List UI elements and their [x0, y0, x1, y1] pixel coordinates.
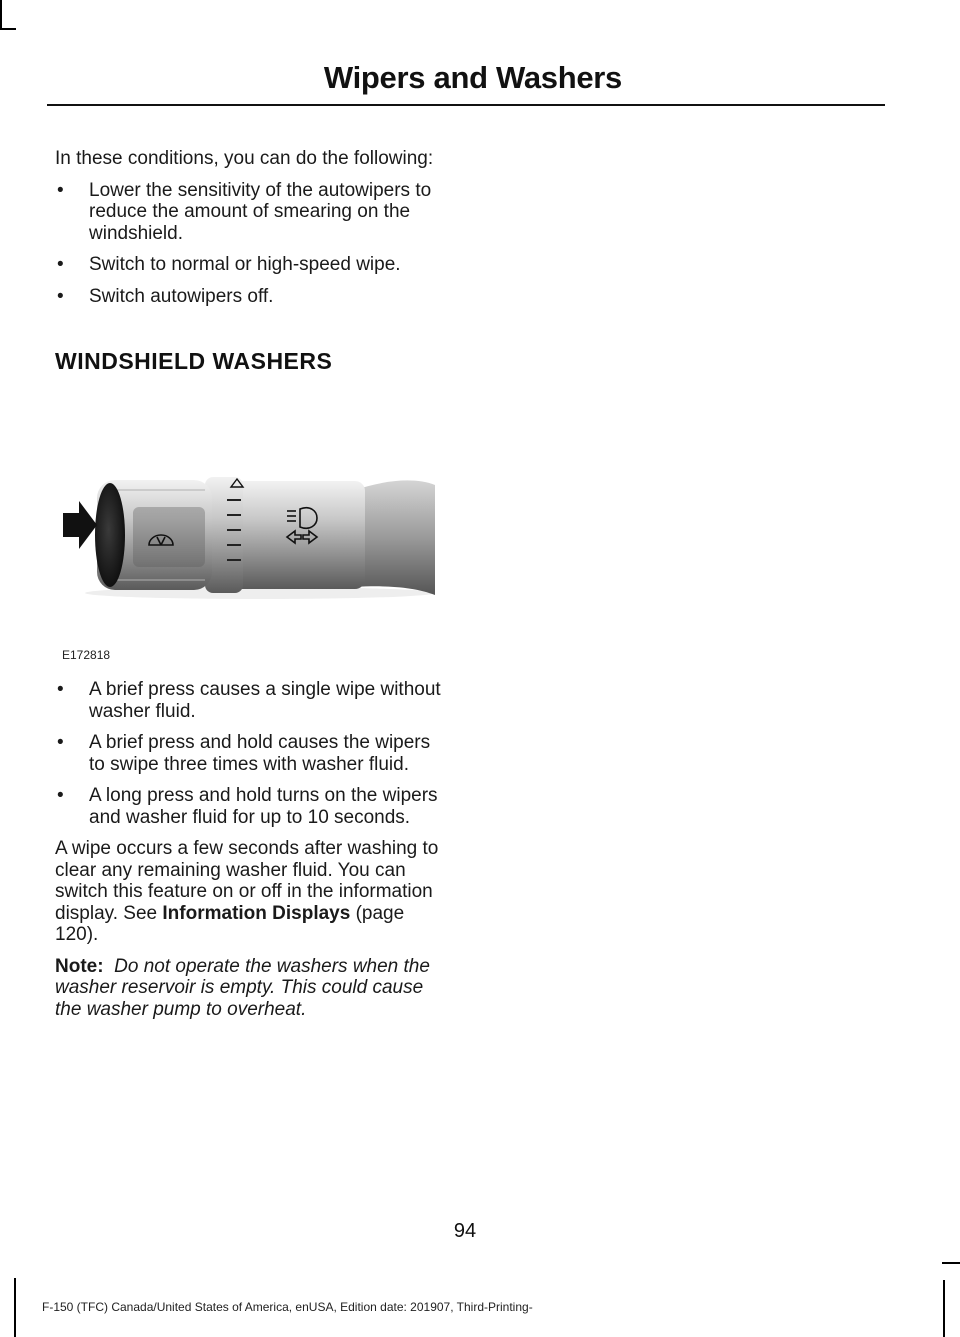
crop-mark	[942, 1262, 960, 1264]
page-reference: (page 120).	[55, 902, 405, 945]
intro-bullet-list	[55, 180, 450, 308]
auto-wipe-text: A wipe occurs a few seconds after washing to clear any remaining washer fluid. You can switch this feature on or off in the information display. See	[55, 838, 439, 924]
intro-text: In these conditions, you can do the following:	[55, 148, 434, 169]
list-item-text: A brief press and hold causes the wipers to swipe three times with washer fluid.	[89, 732, 431, 775]
crop-mark	[943, 1280, 945, 1337]
intro-block	[55, 148, 450, 317]
list-item-text: Switch to normal or high-speed wipe.	[89, 254, 401, 275]
list-item-text: Lower the sensitivity of the autowipers to reduce the amount of smearing on the windshield.	[89, 179, 432, 244]
washers-bullet-list	[55, 679, 450, 828]
crop-mark	[14, 1278, 16, 1337]
figure-id: E172818	[62, 648, 111, 662]
list-item: • A long press and hold turns on the wipers and washer fluid for up to 10 seconds.	[57, 785, 438, 828]
note-label: Note:	[55, 955, 104, 977]
list-item-text: Switch autowipers off.	[89, 285, 274, 307]
wiper-stalk-illustration	[55, 465, 440, 640]
crop-mark	[0, 0, 2, 28]
list-item: • A brief press causes a single wipe without washer fluid.	[57, 679, 441, 722]
cross-reference-link[interactable]: Information Displays	[162, 902, 351, 924]
edition-footer: F-150 (TFC) Canada/United States of America, enUSA, Edition date: 201907, Third-Printing-	[42, 1300, 533, 1314]
page-title: Wipers and Washers	[323, 60, 622, 95]
list-item-text: A brief press causes a single wipe without washer fluid.	[89, 679, 441, 722]
page-number: 94	[453, 1220, 477, 1242]
list-item: • Switch to normal or high-speed wipe.	[57, 254, 401, 275]
list-item: • A brief press and hold causes the wipers to swipe three times with washer fluid.	[57, 732, 431, 775]
auto-wipe-paragraph	[55, 838, 450, 946]
list-item: • Switch autowipers off.	[57, 285, 274, 307]
note-text: Do not operate the washers when the washer reservoir is empty. This could cause the washer pump to overheat.	[55, 955, 430, 1020]
washers-block	[55, 679, 450, 1020]
note	[55, 956, 450, 1021]
crop-mark	[0, 28, 16, 30]
list-item: • Lower the sensitivity of the autowipers to reduce the amount of smearing on the windshield.	[57, 179, 432, 244]
list-item-text: A long press and hold turns on the wipers and washer fluid for up to 10 seconds.	[89, 785, 438, 828]
section-heading: WINDSHIELD WASHERS	[55, 348, 333, 374]
title-divider	[47, 104, 885, 106]
